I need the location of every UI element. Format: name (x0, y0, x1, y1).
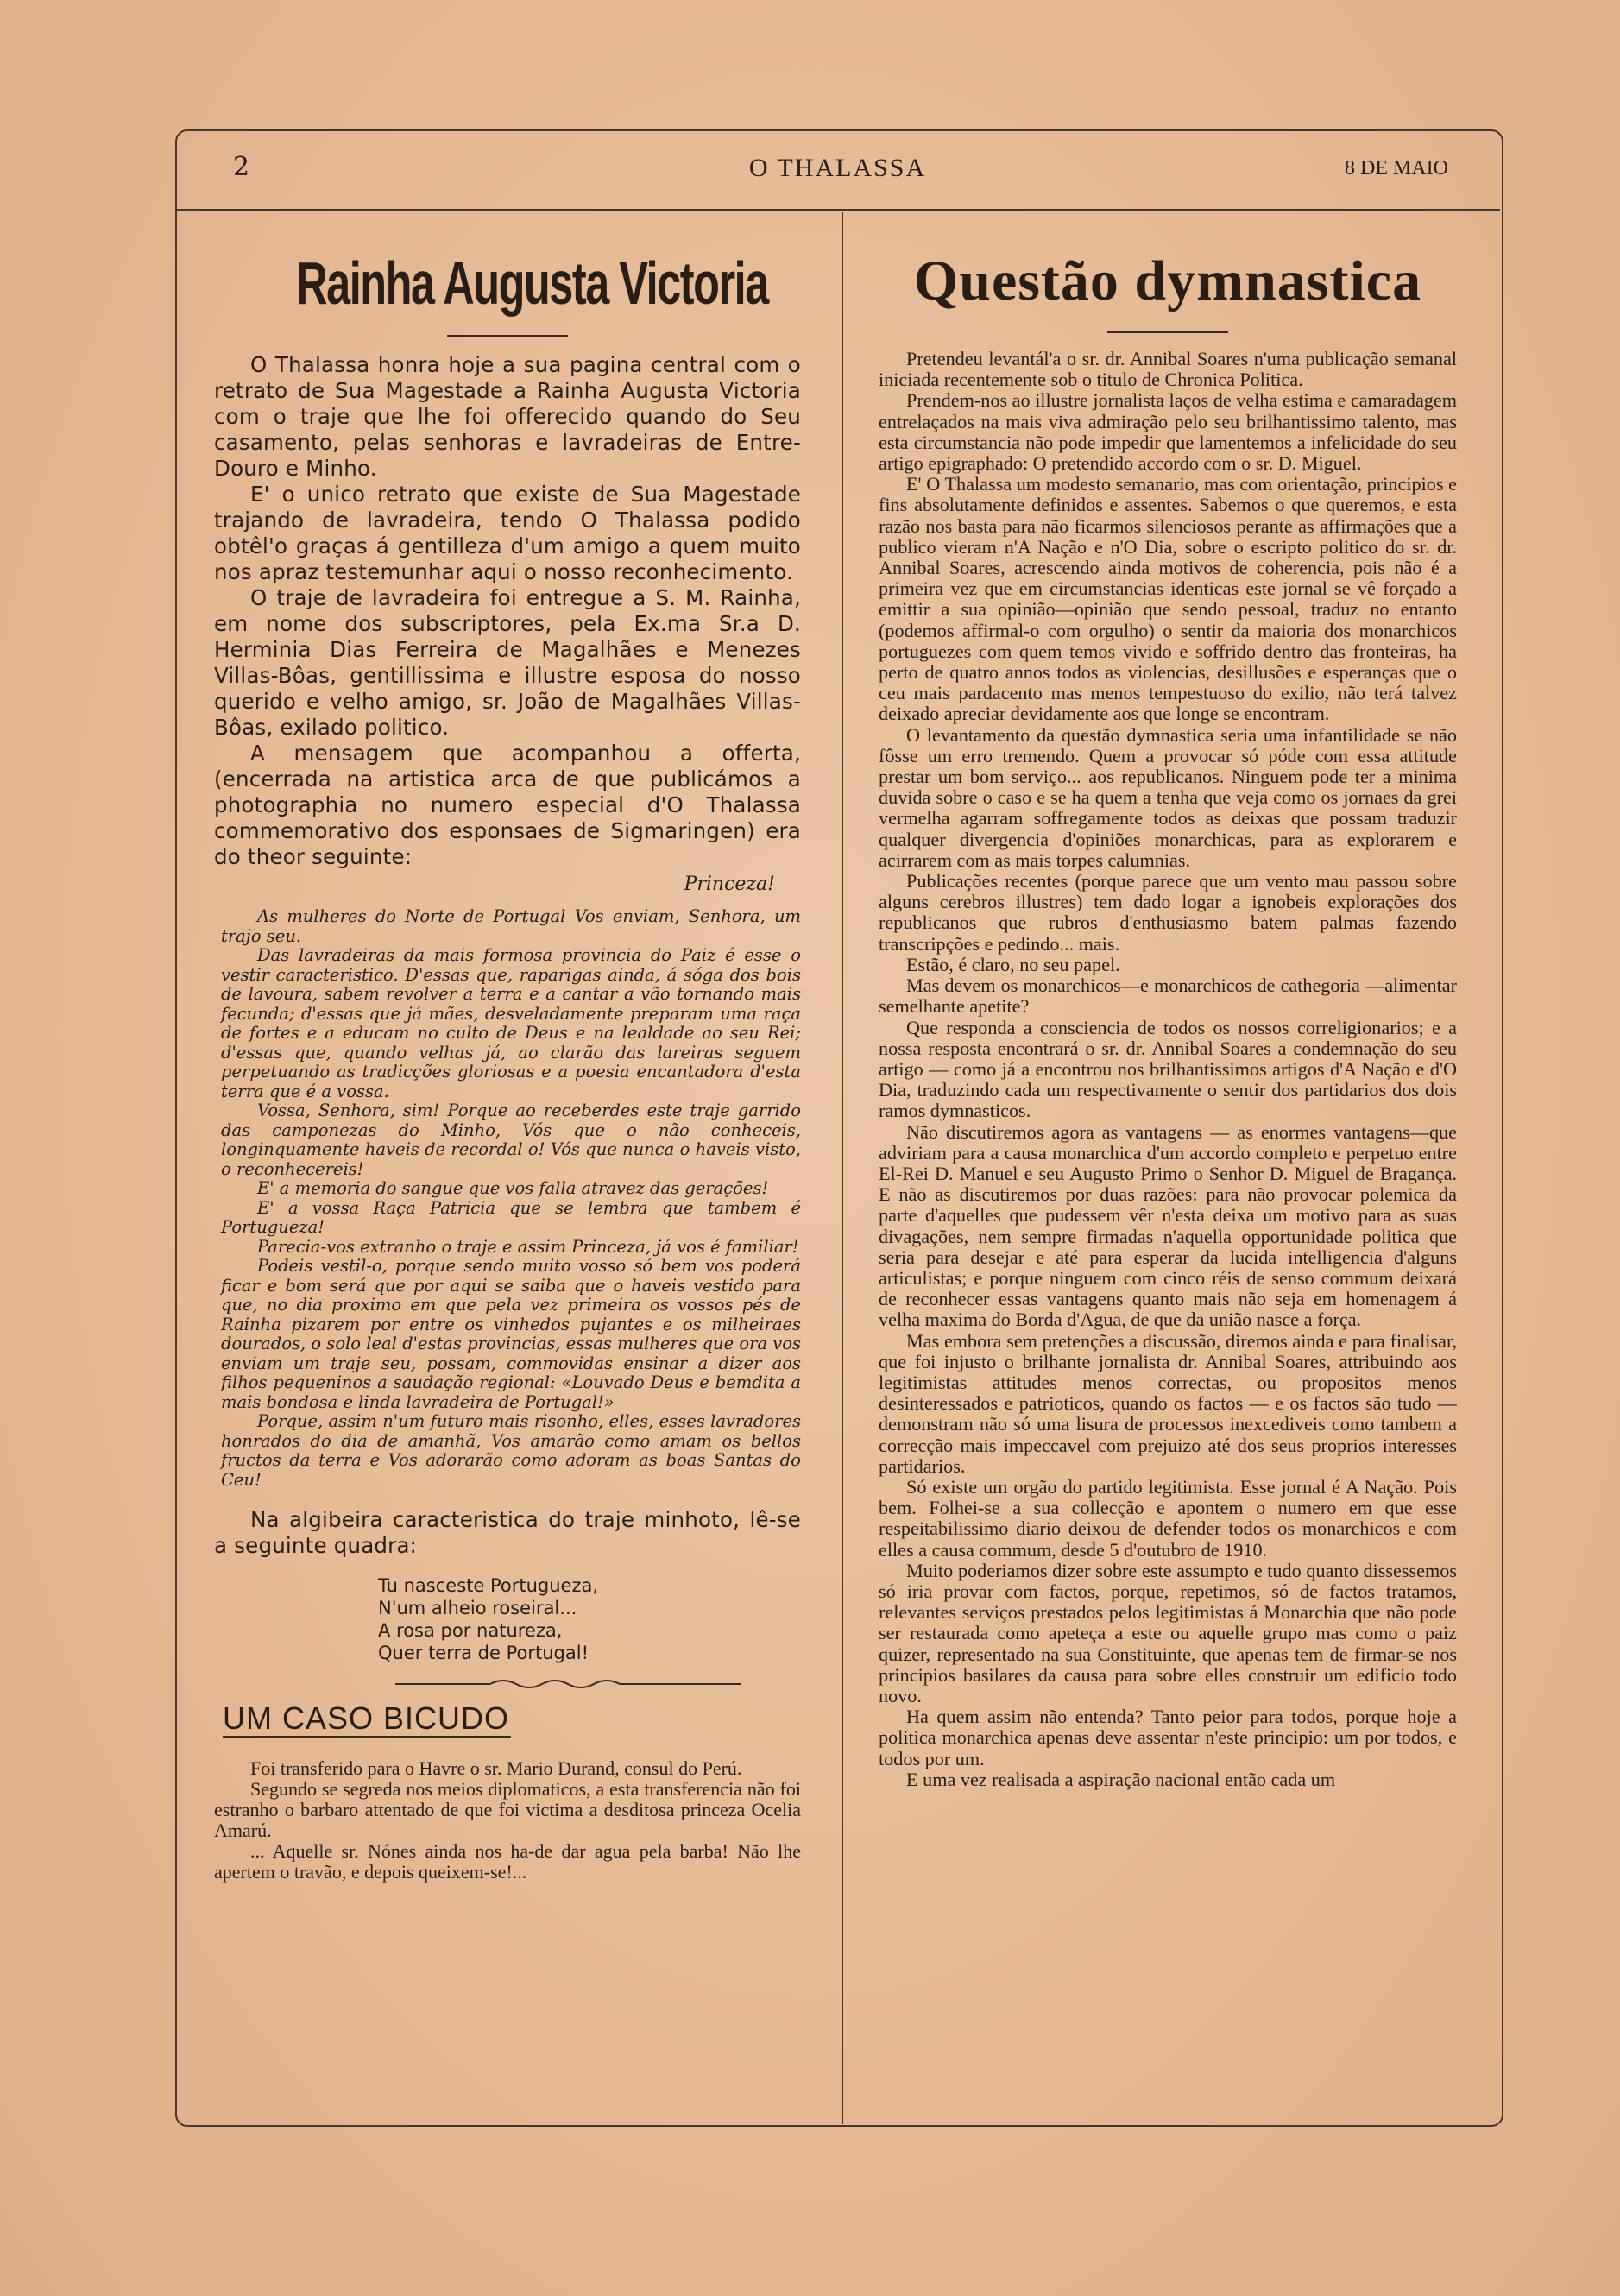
paragraph: O Thalassa honra hoje a sua pagina central com o retrato de Sua Magestade a Rainha Augusta Victoria com o traje que lhe foi offerecido quando do Seu casamento, pelas senhoras e lavradeiras de Entre-Douro e Minho. (214, 352, 801, 481)
letter-paragraph: As mulheres do Norte de Portugal Vos enviam, Senhora, um trajo seu. (221, 906, 801, 946)
section-title-caso-bicudo: UM CASO BICUDO (223, 1700, 510, 1736)
paragraph: Mas devem os monarchicos—e monarchicos de cathegoria —alimentar semelhante apetite? (879, 975, 1457, 1018)
letter-paragraph: E' a vossa Raça Patricia que se lembra que tambem é Portugueza! (221, 1197, 801, 1237)
ornament-flourish-icon (395, 1677, 741, 1691)
title-rule-left (447, 335, 568, 337)
paragraph: E' o unico retrato que existe de Sua Magestade trajando de lavradeira, tendo O Thalassa podido obtêl'o graças á gentilleza d'um amigo a quem muito nos apraz testemunhar aqui o nosso reconhecimento. (214, 482, 801, 584)
article-body-left (214, 352, 801, 870)
poem-quadra (378, 1574, 801, 1664)
paragraph: Pretendeu levantál'a o sr. dr. Annibal Soares n'uma publicação semanal iniciada recentemente sob o titulo de Chronica Politica. (879, 348, 1457, 391)
paragraph: Só existe um orgão do partido legitimista. Esse jornal é A Nação. Pois bem. Folhei-se a sua collecção e apontem o numero em que esse respeitabilissimo diario deixou de defender todos os monarchicos e com elles a causa commum, desde 5 d'outubro de 1910. (879, 1475, 1457, 1561)
letter-paragraph: Parecia-vos extranho o traje e assim Princeza, já vos é familiar! (257, 1236, 799, 1257)
letter-text (214, 907, 801, 1490)
paragraph: E uma vez realisada a aspiração nacional então cada um (906, 1768, 1336, 1790)
article-title-right: Questão dymnastica (913, 249, 1422, 312)
paragraph: Estão, é claro, no seu papel. (906, 953, 1120, 975)
issue-date: 8 DE MAIO (1345, 157, 1448, 180)
poem-line: N'um alheio roseiral... (378, 1598, 577, 1618)
paragraph: ... Aquelle sr. Nónes ainda nos ha-de dar agua pela barba! Não lhe apertem o travão, e depois queixem-se!... (214, 1840, 801, 1883)
poem-line: Tu nasceste Portugueza, (378, 1575, 599, 1596)
paragraph: Ha quem assim não entenda? Tanto peior para todos, porque hoje a politica monarchica apenas deve assentar n'este principio: um por todos, e todos por um. (879, 1706, 1457, 1769)
paragraph: Prendem-nos ao illustre jornalista laços de velha estima e camaradagem entrelaçados na mais viva admiração pelo seu brilhantissimo talento, mas esta circumstancia não pode impedir que lamentemos a infelicidade do seu artigo epigraphado: O pretendido accordo com o sr. D. Miguel. (879, 389, 1457, 475)
quadra-intro: Na algibeira caracteristica do traje minhoto, lê-se a seguinte quadra: (214, 1507, 801, 1558)
paragraph: Muito poderiamos dizer sobre este assumpto e tudo quanto dissessemos só iria provar com factos, porque, repetimos, só de factos tratamos, relevantes serviços prestados pelos legitimistas á Monarchia que não pode ser restaurada como apeteça a este ou aquelle grupo mas como o paiz quizer, representado na sua Constituinte, que apenas tem de firmar-se nos principios basilares da causa para sobre elles construir um edificio todo novo. (879, 1559, 1457, 1706)
quadra-intro-block (214, 1507, 801, 1559)
letter-paragraph: Das lavradeiras da mais formosa provincia do Paiz é esse o vestir caracteristico. D'essas que, raparigas ainda, á sóga dos bois de lavoura, sabem revolver a terra e a cantar a vão tornando mais fecunda; d'essas que já mães, desveladamente preparam uma raça de fortes e a educam no culto de Deus e na lealdade ao seu Rei; d'essas que, quando velhas já, ao clarão das lareiras seguem perpetuando as tradicções gloriosas e a poesia encantadora d'esta terra que é a vossa. (221, 945, 801, 1101)
paragraph: O levantamento da questão dymnastica seria uma infantilidade se não fôsse um erro tremendo. Quem a provocar só póde com essa attitude prestar um bom serviço... aos republicanos. Ninguem pode ter a minima duvida sobre o caso e se ha quem a tenha que veja como os jornaes da grei vermelha agarram soffregamente todos as deixas que possam traduzir qualquer divergencia d'opiniões monarchicas, para as explorarem e acirrarem com as mais torpes calumnias. (879, 723, 1457, 871)
paragraph: Mas embora sem pretenções a discussão, diremos ainda e para finalisar, que foi injusto o brilhante jornalista dr. Annibal Soares, attribuindo aos legitimistas attitudes menos correctas, ou propositos menos desinteressados e patrioticos, quando os factos — e os factos são tudo — demonstram não só uma lisura de processos inexcediveis como tambem a correcção mais impeccavel com prejuizo até dos seus proprios interesses partidarios. (879, 1329, 1457, 1477)
letter-paragraph: Vossa, Senhora, sim! Porque ao receberdes este traje garrido das camponezas do Minho, Vós que o não conheceis, longinquamente haveis de recordal o! Vós que nunca o haveis visto, o reconhecereis! (221, 1101, 801, 1179)
ornamental-divider (395, 1675, 801, 1696)
page-number: 2 (233, 152, 250, 182)
right-column (879, 212, 1457, 1790)
paragraph: Segundo se segreda nos meios diplomaticos, a esta transferencia não foi estranho o barbaro attentado de que foi victima a desditosa princeza Ocelia Amarú. (214, 1778, 801, 1841)
paragraph: O traje de lavradeira foi entregue a S. M. Rainha, em nome dos subscriptores, pela Ex.ma Sr.a D. Herminia Dias Ferreira de Magalhães e Menezes Villas-Bôas, gentillissima e illustre esposa do nosso querido e velho amigo, sr. João de Magalhães Villas-Bôas, exilado politico. (214, 585, 801, 740)
masthead-title: O THALASSA (748, 154, 927, 182)
caso-bicudo-body (214, 1758, 801, 1883)
poem-line: Quer terra de Portugal! (378, 1643, 589, 1663)
article-title-left: Rainha Augusta Victoria (296, 249, 768, 317)
paragraph: Publicações recentes (porque parece que um vento mau passou sobre alguns cerebros illustres) tem dado logar a ignobeis explorações dos republicanos que rubros d'enthusiasmo batem palmas fazendo transcripções e pedindo... mais. (879, 870, 1457, 955)
paragraph: Que responda a consciencia de todos os nossos correligionarios; e a nossa resposta encontrará o sr. dr. Annibal Soares a condemnação do seu artigo — como já a encontrou nos brilhantissimos artigos d'A Nação e d'O Dia, traduzindo cada um respectivamente o sentir dos partidarios dos dois ramos dymnasticos. (879, 1016, 1457, 1122)
letter-paragraph: Podeis vestil-o, porque sendo muito vosso só bem vos poderá ficar e bom será que por aqui se saiba que o haveis vestido para que, no dia proximo em que pela vez primeira os vossos pés de Rainha pizarem por entre os vinhedos pujantes e os milheiraes dourados, o solo leal d'estas provincias, essas mulheres que ora vos enviam um traje seu, possam, commovidas ensinar a dizer aos filhos pequeninos a saudação regional: «Louvado Deus e bemdita a mais bondosa e linda lavradeira de Portugal!» (221, 1256, 801, 1412)
letter-paragraph: E' a memoria do sangue que vos falla atravez das gerações! (257, 1178, 769, 1198)
paragraph: A mensagem que acompanhou a offerta, (encerrada na artistica arca de que publicámos a photographia no numero especial d'O Thalassa commemorativo dos esponsaes de Sigmaringen) era do theor seguinte: (214, 741, 801, 869)
column-divider (842, 212, 843, 2124)
letter-paragraph: Porque, assim n'um futuro mais risonho, elles, esses lavradores honrados do dia de amanhã, Vos amarão como amam os bellos fructos da terra e Vos adorarão como adoram as boas Santas do Ceu! (221, 1411, 801, 1490)
letter-salutation: Princeza! (684, 874, 775, 895)
page-header (175, 129, 1500, 211)
left-column (214, 212, 801, 1883)
paragraph: E' O Thalassa um modesto semanario, mas com orientação, principios e fins absolutamente definidos e assentes. Sabemos o que queremos, e esta razão nos basta para não ficarmos silenciosos perante as affirmações que a publico vieram n'A Nação e n'O Dia, sobre o escripto politico do sr. dr. Annibal Soares, acrescendo ainda motivos de coherencia, pois não é a primeira vez que em circumstancias identicas este jornal se vê forçado a emittir a sua opinião—opinião que sendo pessoal, traduz no entanto (podemos affirmal-o com orgulho) o sentir da maioria dos monarchicos portuguezes com quem temos vivido e soffrido dentro das fronteiras, ha perto de quatro annos todos as violencias, desillusões e esperanças que o ceu mais pardacento mas menos tempestuoso do exilio, não terá talvez deixado apreciar devidamente aos que longe se encontram. (879, 473, 1457, 725)
article-body-right (879, 349, 1457, 1790)
title-rule-right (1107, 331, 1228, 333)
poem-line: A rosa por natureza, (378, 1620, 563, 1641)
paragraph: Não discutiremos agora as vantagens — as enormes vantagens—que adviriam para a causa monarchica d'um accordo completo e perpetuo entre El-Rei D. Manuel e seu Augusto Primo o Senhor D. Miguel de Bragança. E não as discutiremos por duas razões: para não provocar polemica da parte d'aquelles que pudessem vêr n'esta deixa um motivo para as suas divagações, nem sempre firmadas n'aquella opportunidade politica que seria para desejar e até para esperar da lucida intelligencia d'alguns articulistas; e porque ninguem com cinco réis de senso commum deixará de reconhecer essas vantagens quanto mais não seja em homenagem á velha maxima do Borda d'Agua, de que da união nasce a força. (879, 1120, 1457, 1331)
paragraph: Foi transferido para o Havre o sr. Mario Durand, consul do Perú. (250, 1757, 742, 1779)
